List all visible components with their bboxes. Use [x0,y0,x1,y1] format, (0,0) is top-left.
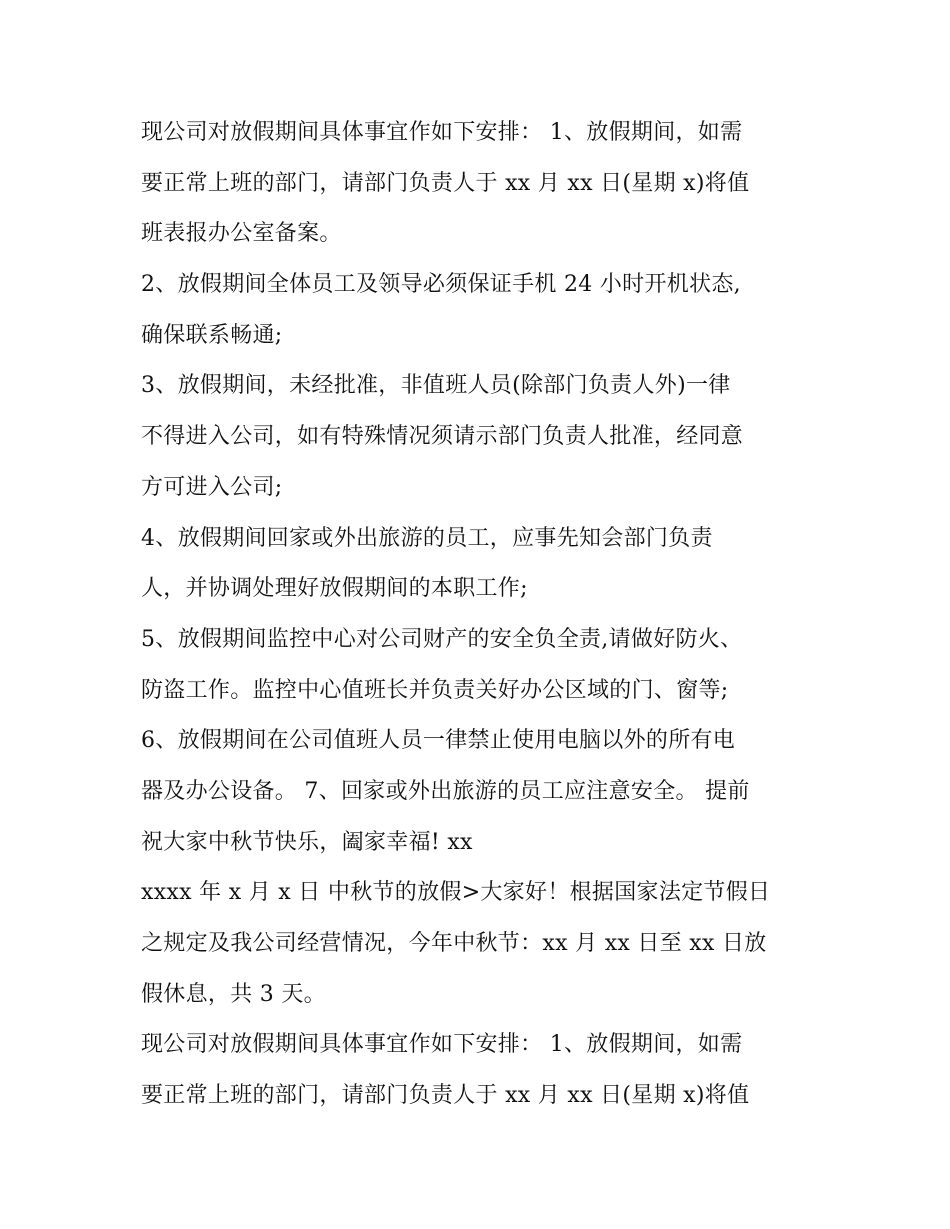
text-line: 班表报办公室备案。 [141,221,342,247]
text-line: xxxx 年 x 月 x 日 中秋节的放假>大家好！根据国家法定节假日 [141,880,771,906]
text-line: 防盗工作。监控中心值班长并负责关好办公区域的门、窗等; [141,677,729,703]
text-line: 5、放假期间监控中心对公司财产的安全负全责,请做好防火、 [141,626,743,652]
text-line: 6、放假期间在公司值班人员一律禁止使用电脑以外的所有电 [141,728,736,754]
text-line: 不得进入公司，如有特殊情况须请示部门负责人批准，经同意 [141,424,744,450]
text-line: 2、放假期间全体员工及领导必须保证手机 24 小时开机状态, [141,272,741,298]
text-line: 要正常上班的部门，请部门负责人于 xx 月 xx 日(星期 x)将值 [141,170,750,196]
document-body [141,108,821,1122]
text-line: 方可进入公司; [141,474,283,500]
text-line: 现公司对放假期间具体事宜作如下安排： 1、放假期间，如需 [141,120,743,145]
text-line: 要正常上班的部门，请部门负责人于 xx 月 xx 日(星期 x)将值 [141,1083,750,1109]
text-line: 之规定及我公司经营情况，今年中秋节：xx 月 xx 日至 xx 日放 [141,931,767,956]
text-line: 祝大家中秋节快乐，阖家幸福! xx [141,829,473,855]
text-line: 人，并协调处理好放假期间的本职工作; [141,576,528,602]
text-line: 4、放假期间回家或外出旅游的员工，应事先知会部门负责 [141,525,713,551]
text-line: 现公司对放假期间具体事宜作如下安排： 1、放假期间，如需 [141,1032,743,1058]
text-line: 假休息，共 3 天。 [141,981,326,1007]
text-line: 3、放假期间，未经批准，非值班人员(除部门负责人外)一律 [141,373,731,399]
text-line: 确保联系畅通; [141,322,283,348]
text-line: 器及办公设备。 7、回家或外出旅游的员工应注意安全。 提前 [141,778,750,804]
